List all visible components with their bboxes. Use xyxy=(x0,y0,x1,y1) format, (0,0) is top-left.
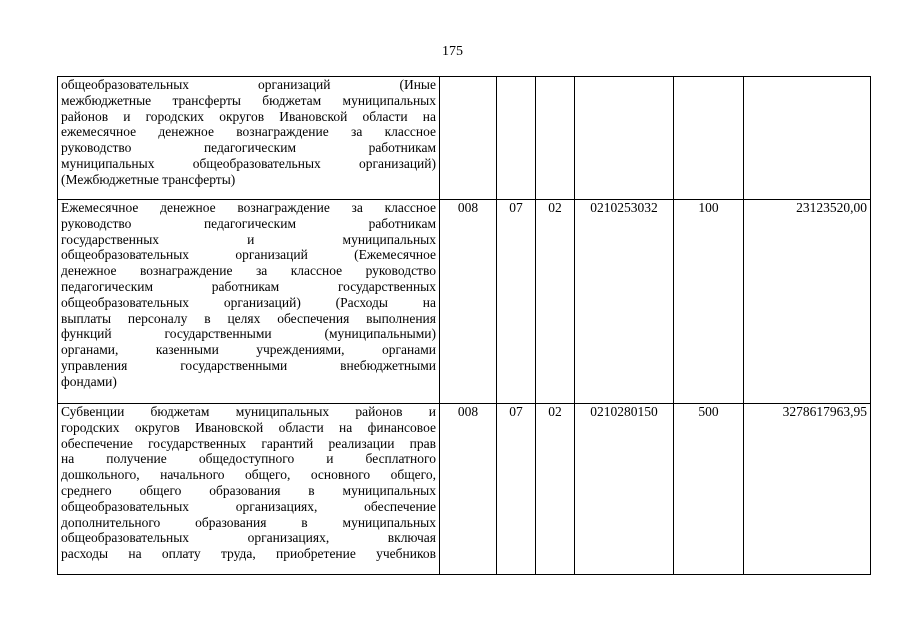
target-article-code xyxy=(575,77,674,200)
section-code: 07 xyxy=(497,404,536,575)
ved-code xyxy=(440,77,497,200)
description-line: межбюджетные трансферты бюджетам муниципальных xyxy=(61,92,436,108)
description-line: Субвенции бюджетам муниципальных районов и xyxy=(61,404,436,419)
description-line: муниципальных общеобразовательных организаций) xyxy=(61,155,436,171)
description-line: выплаты персоналу в целях обеспечения выполнения xyxy=(61,310,436,326)
description-line: дополнительного образования в муниципальных xyxy=(61,514,436,530)
table-row xyxy=(58,200,871,404)
description-line: государственных и муниципальных xyxy=(61,231,436,247)
description-line: среднего общего образования в муниципальных xyxy=(61,482,436,498)
description-line: общеобразовательных организациях, включая xyxy=(61,530,436,546)
description-line: органами, казенными учреждениями, органами xyxy=(61,342,436,358)
description-line: руководство педагогическим работникам xyxy=(61,215,436,231)
expense-type-code: 500 xyxy=(674,404,744,575)
subsection-code: 02 xyxy=(536,200,575,404)
budget-table xyxy=(57,76,871,575)
description-line: Ежемесячное денежное вознаграждение за классное xyxy=(61,200,436,215)
expense-type-code xyxy=(674,77,744,200)
description-line: городских округов Ивановской области на финансовое xyxy=(61,419,436,435)
subsection-code xyxy=(536,77,575,200)
row-description xyxy=(58,77,440,200)
row-description xyxy=(58,404,440,575)
description-line: общеобразовательных организаций (Ежемесячное xyxy=(61,247,436,263)
amount: 3278617963,95 xyxy=(744,404,871,575)
description-line: управления государственными внебюджетными xyxy=(61,357,436,373)
description-line: (Межбюджетные трансферты) xyxy=(61,171,236,187)
description-line: районов и городских округов Ивановской области на xyxy=(61,108,436,124)
ved-code: 008 xyxy=(440,200,497,404)
expense-type-code: 100 xyxy=(674,200,744,404)
ved-code: 008 xyxy=(440,404,497,575)
description-line: педагогическим работникам государственных xyxy=(61,278,436,294)
description-line: дошкольного, начального общего, основного общего, xyxy=(61,467,436,483)
description-line: фондами) xyxy=(61,373,117,389)
description-line: руководство педагогическим работникам xyxy=(61,140,436,156)
table-row xyxy=(58,404,871,575)
target-article-code: 0210280150 xyxy=(575,404,674,575)
section-code: 07 xyxy=(497,200,536,404)
description-line: общеобразовательных организаций) (Расходы на xyxy=(61,294,436,310)
target-article-code: 0210253032 xyxy=(575,200,674,404)
description-line: функций государственными (муниципальными) xyxy=(61,326,436,342)
description-line: общеобразовательных организаций (Иные xyxy=(61,77,436,92)
description-line: денежное вознаграждение за классное руководство xyxy=(61,263,436,279)
subsection-code: 02 xyxy=(536,404,575,575)
section-code xyxy=(497,77,536,200)
description-line: обеспечение государственных гарантий реализации прав xyxy=(61,435,436,451)
description-line: ежемесячное денежное вознаграждение за классное xyxy=(61,124,436,140)
description-line: расходы на оплату труда, приобретение учебников xyxy=(61,546,436,562)
description-line: общеобразовательных организациях, обеспечение xyxy=(61,498,436,514)
table-row xyxy=(58,77,871,200)
row-description xyxy=(58,200,440,404)
amount: 23123520,00 xyxy=(744,200,871,404)
amount xyxy=(744,77,871,200)
page-number: 175 xyxy=(442,44,463,59)
description-line: на получение общедоступного и бесплатного xyxy=(61,451,436,467)
